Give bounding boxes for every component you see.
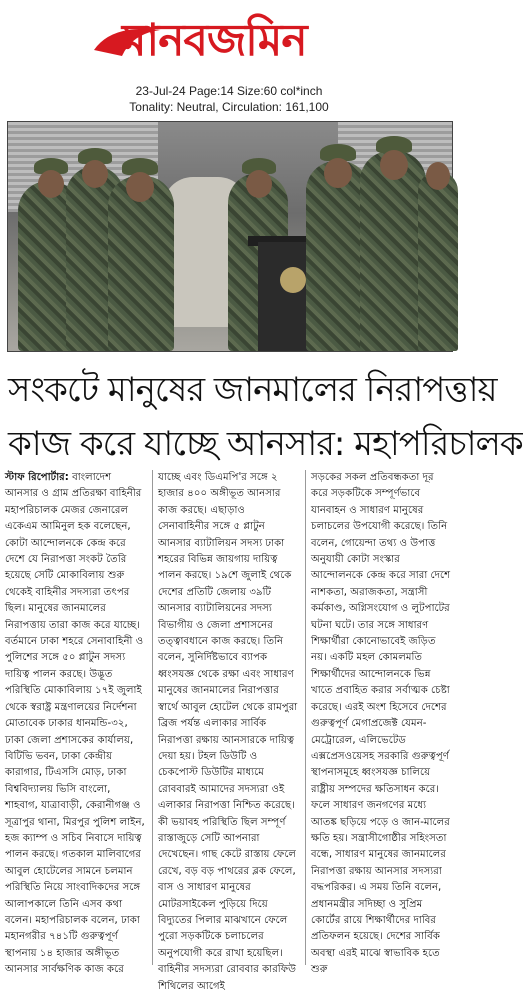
headline-line-2: কাজ করে যাচ্ছে আনসার: মহাপরিচালক xyxy=(8,424,523,464)
column-text: সড়কের সকল প্রতিবন্ধকতা দূর করে সড়কটিকে সম্পূর্ণভাবে যানবাহন ও সাধারণ মানুষের চলাচলের উপযোগী করেছে। তিনি বলেন, গোয়েন্দা তথ্য ও উপাত্ত অনুযায়ী কোটা সংস্কার আন্দোলনকে কেন্দ্র করে সারা দেশে নাশকতা, অরাজকতা, সন্ত্রাসী কর্মকাণ্ড, অগ্নিসংযোগ ও লুটপাটের ঘটনা ঘটে। তার সঙ্গে সাধারণ শিক্ষার্থীরা কোনোভাবেই জড়িত নয়। একটি মহল কোমলমতি শিক্ষার্থীদের আন্দোলনকে ভিন্ন খাতে প্রবাহিত করার সর্বাত্মক চেষ্টা করেছে। এরই অংশ হিসেবে দেশের গুরুত্বপূর্ণ মেগাপ্রজেক্ট যেমন- মেট্রোরেল, এলিভেটেড এক্সপ্রেসওয়েসহ সরকারি গুরুত্বপূর্ণ স্থাপনাসমূহে ধ্বংসযজ্ঞ চালিয়ে রাষ্ট্রীয় সম্পদের ক্ষতিসাধন করে। ফলে সাধারণ জনগণের মধ্যে আতঙ্ক ছড়িয়ে পড়ে ও জান-মালের ক্ষতি হয়। সন্ত্রাসীগোষ্ঠীর সহিংসতা বন্ধে, সাধারণ মানুষের জানমালের নিরাপত্তা রক্ষায় আনসার সদস্যরা বদ্ধপরিকর। এ সময় তিনি বলেন, প্রধানমন্ত্রীর সদিচ্ছা ও সুপ্রিম কোর্টের রায়ে শিক্ষার্থীদের দাবির প্রতিফলন হয়েছে। দেশের সার্বিক অবস্থা এরই মাঝে স্বাভাবিক হতে শুরু xyxy=(311,472,451,976)
face xyxy=(426,162,450,190)
article-column-3 xyxy=(311,470,451,976)
face xyxy=(82,160,108,188)
newspaper-logo xyxy=(92,8,372,74)
masthead xyxy=(0,0,458,120)
ansar-emblem-icon xyxy=(280,267,306,293)
column-divider xyxy=(305,470,306,965)
clipping-meta-tonality: Tonality: Neutral, Circulation: 161,100 xyxy=(129,100,329,114)
byline: স্টাফ রিপোর্টার: xyxy=(5,472,69,483)
ansar-member xyxy=(360,151,426,351)
column-divider xyxy=(152,470,153,965)
headline-line-1: সংকটে মানুষের জানমালের নিরাপত্তায় xyxy=(8,370,497,410)
face xyxy=(126,172,154,202)
ansar-member xyxy=(418,171,458,351)
ansar-member xyxy=(108,176,174,351)
article-column-1 xyxy=(5,470,145,976)
face xyxy=(246,170,272,198)
face xyxy=(324,158,352,188)
column-text: যাচ্ছে এবং ডিএমপি'র সঙ্গে ২ হাজার ৪০০ অঙ্গীভূত আনসার কাজ করছে। এছাড়াও সেনাবাহিনীর সঙ্গে ৫ প্লাটুন আনসার ব্যাটালিয়ন সদস্য ঢাকা শহরের বিভিন্ন জায়গায় দায়িত্ব পালন করছে। ১৯শে জুলাই থেকে দেশের প্রতিটি জেলায় ৩৯টি আনসার ব্যাটালিয়নের সদস্য বিভাগীয় ও জেলা প্রশাসনের তত্ত্বাবধানে কাজ করছে। তিনি বলেন, সুনির্দিষ্টভাবে ব্যাপক ধ্বংসযজ্ঞ থেকে রক্ষা এবং সাধারণ মানুষের জানমালের নিরাপত্তার স্বার্থে আবুল হোটেল থেকে রামপুরা ব্রিজ পর্যন্ত এলাকার সার্বিক নিরাপত্তা রক্ষায় আনসারকে দায়িত্ব দেয়া হয়। টহল ডিউটি ও চেকপোস্ট ডিউটির মাধ্যমে রোববারই আমাদের সদস্যরা ওই এলাকার নিরাপত্তা নিশ্চিত করেছে। কী ভয়াবহ পরিস্থিতি ছিল সম্পূর্ণ রাস্তাজুড়ে সেটি আপনারা দেখেছেন। গাছ কেটে রাস্তায় ফেলে রেখে, বড় বড় পাথরের ব্লক ফেলে, বাস ও সাধারণ মানুষের মোটরসাইকেল পুড়িয়ে দিয়ে বিদ্যুতের পিলার মাঝখানে ফেলে পুরো সড়কটিকে চলাচলের অনুপযোগী করে রাখা হয়েছিল। বাহিনীর সদস্যরা রোববার কারফিউ শিথিলের আগেই xyxy=(158,472,298,992)
article-column-2 xyxy=(158,470,298,992)
face xyxy=(38,170,64,198)
column-text: বাংলাদেশ আনসার ও গ্রাম প্রতিরক্ষা বাহিনীর মহাপরিচালক মেজর জেনারেল একেএম আমিনুল হক বলেছেন, কোটা আন্দোলনকে কেন্দ্র করে দেশে যে নিরাপত্তা সংকট তৈরি হয়েছে সেটি মোকাবিলায় শুরু থেকেই বাহিনীর সদস্যরা তৎপর ছিল। মানুষের জানমালের নিরাপত্তায় তারা কাজ করে যাচ্ছে। বর্তমানে ঢাকা শহরে সেনাবাহিনী ও পুলিশের সঙ্গে ৫০ প্লাটুন সদস্য দায়িত্ব পালন করছে। উদ্ভূত পরিস্থিতি মোকাবিলায় ১৭ই জুলাই থেকে স্বরাষ্ট্র মন্ত্রণালয়ের নির্দেশনা মোতাবেক ঢাকার ধানমন্ডি-৩২, ঢাকা জেলা প্রশাসকের কার্যালয়, বিটিভি ভবন, ঢাকা কেন্দ্রীয় কারাগার, টিএসসি মোড়, ঢাকা বিশ্ববিদ্যালয় ভিসি বাংলো, শাহবাগ, যাত্রাবাড়ী, কেরানীগঞ্জ ও সূত্রাপুর থানা, মিরপুর পুলিশ লাইন, হজ ক্যাম্প ও সচিব নিবাসে দায়িত্ব পালন করছে। গতকাল মালিবাগের আবুল হোটেলের সামনে চলমান পরিস্থিতি নিয়ে সাংবাদিকদের সঙ্গে আলাপকালে তিনি এসব কথা বলেন। মহাপরিচালক বলেন, ঢাকা মহানগরীর ৭৪১টি গুরুত্বপূর্ণ স্থাপনায় ১৪ হাজার অঙ্গীভূত আনসার সার্বক্ষণিক কাজ করে xyxy=(5,472,145,976)
news-photo xyxy=(7,121,453,352)
face xyxy=(380,150,408,180)
logo-wordmark: মানবজমিন xyxy=(122,15,307,66)
clipping-meta-date: 23-Jul-24 Page:14 Size:60 col*inch xyxy=(135,84,323,98)
